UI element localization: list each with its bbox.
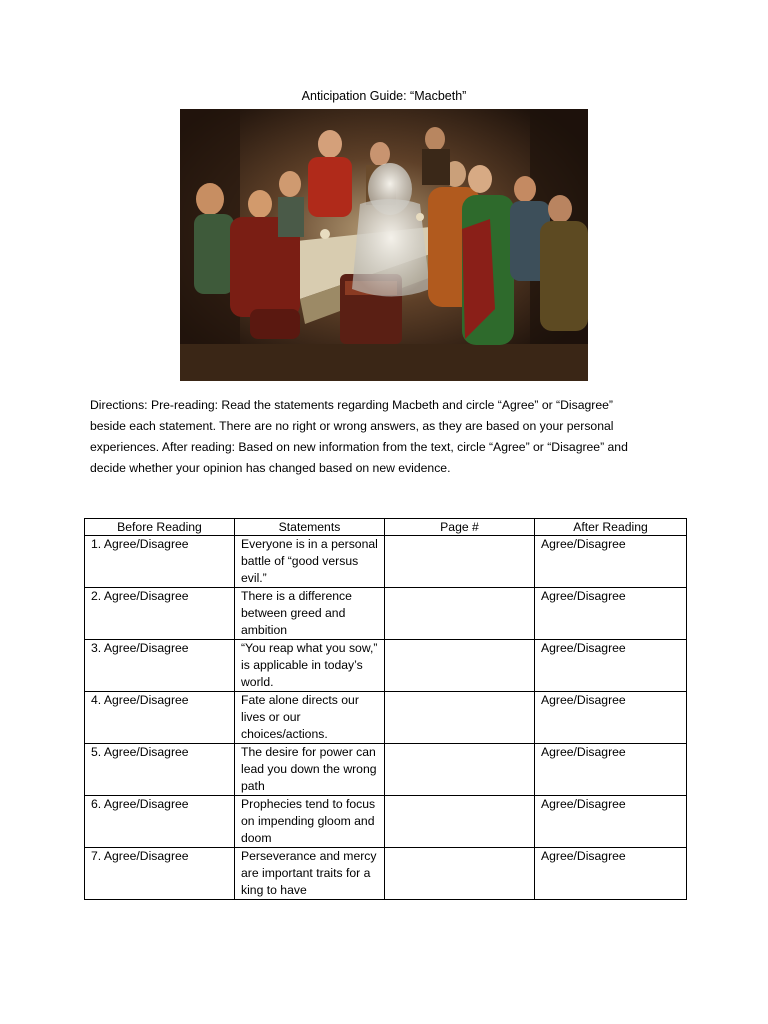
statement-cell: Everyone is in a personal battle of “good versus evil.”	[235, 536, 385, 588]
before-reading-choice[interactable]: 5. Agree/Disagree	[85, 744, 235, 796]
statement-cell: The desire for power can lead you down the wrong path	[235, 744, 385, 796]
table-row	[85, 796, 687, 848]
after-reading-choice[interactable]: Agree/Disagree	[535, 744, 687, 796]
header-after-reading: After Reading	[535, 519, 687, 536]
page-number-cell[interactable]	[385, 588, 535, 640]
statement-cell: Prophecies tend to focus on impending gloom and doom	[235, 796, 385, 848]
macbeth-banquet-painting	[180, 109, 588, 381]
directions-line: Directions: Pre-reading: Read the statements regarding Macbeth and circle “Agree” or “Disagree”	[90, 398, 613, 412]
after-reading-choice[interactable]: Agree/Disagree	[535, 588, 687, 640]
after-reading-choice[interactable]: Agree/Disagree	[535, 796, 687, 848]
table-row	[85, 692, 687, 744]
table-header-row	[85, 519, 687, 536]
page-number-cell[interactable]	[385, 692, 535, 744]
page-number-cell[interactable]	[385, 848, 535, 900]
statement-cell: Perseverance and mercy are important traits for a king to have	[235, 848, 385, 900]
anticipation-guide-table	[84, 518, 687, 900]
page-number-cell[interactable]	[385, 744, 535, 796]
page-number-cell[interactable]	[385, 536, 535, 588]
before-reading-choice[interactable]: 1. Agree/Disagree	[85, 536, 235, 588]
table-row	[85, 588, 687, 640]
after-reading-choice[interactable]: Agree/Disagree	[535, 536, 687, 588]
before-reading-choice[interactable]: 4. Agree/Disagree	[85, 692, 235, 744]
header-before-reading: Before Reading	[85, 519, 235, 536]
after-reading-choice[interactable]: Agree/Disagree	[535, 640, 687, 692]
table-row	[85, 536, 687, 588]
after-reading-choice[interactable]: Agree/Disagree	[535, 848, 687, 900]
after-reading-choice[interactable]: Agree/Disagree	[535, 692, 687, 744]
statement-cell: “You reap what you sow,” is applicable in today’s world.	[235, 640, 385, 692]
directions-line: experiences. After reading: Based on new information from the text, circle “Agree” or “Disagree” and	[90, 440, 628, 454]
before-reading-choice[interactable]: 7. Agree/Disagree	[85, 848, 235, 900]
directions-line: decide whether your opinion has changed based on new evidence.	[90, 461, 451, 475]
page-number-cell[interactable]	[385, 640, 535, 692]
statement-cell: There is a difference between greed and ambition	[235, 588, 385, 640]
table-row	[85, 640, 687, 692]
statement-cell: Fate alone directs our lives or our choices/actions.	[235, 692, 385, 744]
before-reading-choice[interactable]: 6. Agree/Disagree	[85, 796, 235, 848]
page-number-cell[interactable]	[385, 796, 535, 848]
table-row	[85, 848, 687, 900]
document-title: Anticipation Guide: “Macbeth”	[301, 89, 467, 103]
directions-paragraph	[90, 395, 682, 479]
before-reading-choice[interactable]: 3. Agree/Disagree	[85, 640, 235, 692]
before-reading-choice[interactable]: 2. Agree/Disagree	[85, 588, 235, 640]
directions-line: beside each statement. There are no right or wrong answers, as they are based on your personal	[90, 419, 614, 433]
header-statements: Statements	[235, 519, 385, 536]
header-page-number: Page #	[385, 519, 535, 536]
table-row	[85, 744, 687, 796]
